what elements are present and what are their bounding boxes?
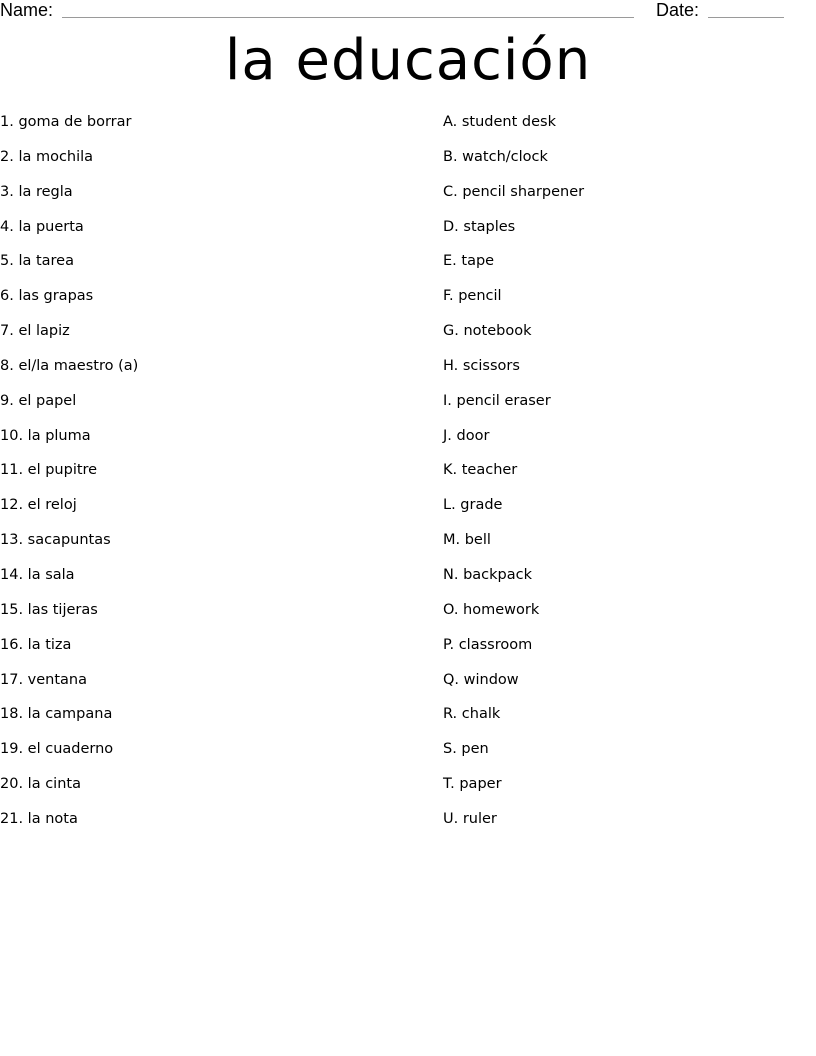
definition-item: J. door	[443, 427, 490, 444]
term-item: 4. la puerta	[0, 218, 84, 235]
definition-item: Q. window	[443, 671, 519, 688]
definition-item: D. staples	[443, 218, 516, 235]
date-blank-line	[708, 17, 784, 18]
definition-item: M. bell	[443, 532, 491, 549]
definition-item: U. ruler	[443, 810, 497, 827]
term-item: 16. la tiza	[0, 636, 72, 653]
term-item: 19. el cuaderno	[0, 741, 114, 758]
definition-item: E. tape	[443, 253, 495, 270]
date-label: Date:	[656, 0, 700, 20]
term-item: 2. la mochila	[0, 148, 94, 165]
definition-item: H. scissors	[443, 357, 520, 374]
definition-item: R. chalk	[443, 706, 501, 723]
definition-item: G. notebook	[443, 323, 532, 340]
term-item: 13. sacapuntas	[0, 532, 111, 549]
term-item: 21. la nota	[0, 810, 78, 827]
term-item: 14. la sala	[0, 566, 75, 583]
definition-item: B. watch/clock	[443, 148, 548, 165]
term-item: 10. la pluma	[0, 427, 91, 444]
term-item: 15. las tijeras	[0, 601, 98, 618]
term-item: 8. el/la maestro (a)	[0, 357, 139, 374]
definition-item: L. grade	[443, 497, 503, 514]
term-item: 17. ventana	[0, 671, 88, 688]
term-item: 3. la regla	[0, 183, 73, 200]
page-title: la educación	[224, 28, 592, 93]
definition-item: I. pencil eraser	[443, 392, 551, 409]
term-item: 1. goma de borrar	[0, 114, 132, 130]
definition-item: A. student desk	[443, 114, 556, 130]
term-item: 11. el pupitre	[0, 462, 98, 479]
term-item: 18. la campana	[0, 706, 113, 723]
definition-item: F. pencil	[443, 288, 502, 305]
definition-item: C. pencil sharpener	[443, 183, 585, 200]
term-item: 7. el lapiz	[0, 323, 70, 340]
definition-item: K. teacher	[443, 462, 518, 479]
term-item: 20. la cinta	[0, 776, 81, 793]
definition-item: P. classroom	[443, 636, 533, 653]
term-item: 6. las grapas	[0, 288, 94, 305]
worksheet-header	[0, 0, 816, 24]
definition-item: T. paper	[443, 776, 502, 793]
definition-item: O. homework	[443, 601, 540, 618]
definition-item: S. pen	[443, 741, 489, 758]
name-blank-line	[62, 17, 634, 18]
term-item: 9. el papel	[0, 392, 77, 409]
term-item: 5. la tarea	[0, 253, 74, 270]
terms-list	[0, 111, 138, 843]
term-item: 12. el reloj	[0, 497, 77, 514]
definition-item: N. backpack	[443, 566, 532, 583]
name-label: Name:	[0, 0, 54, 20]
definitions-list	[443, 111, 584, 843]
